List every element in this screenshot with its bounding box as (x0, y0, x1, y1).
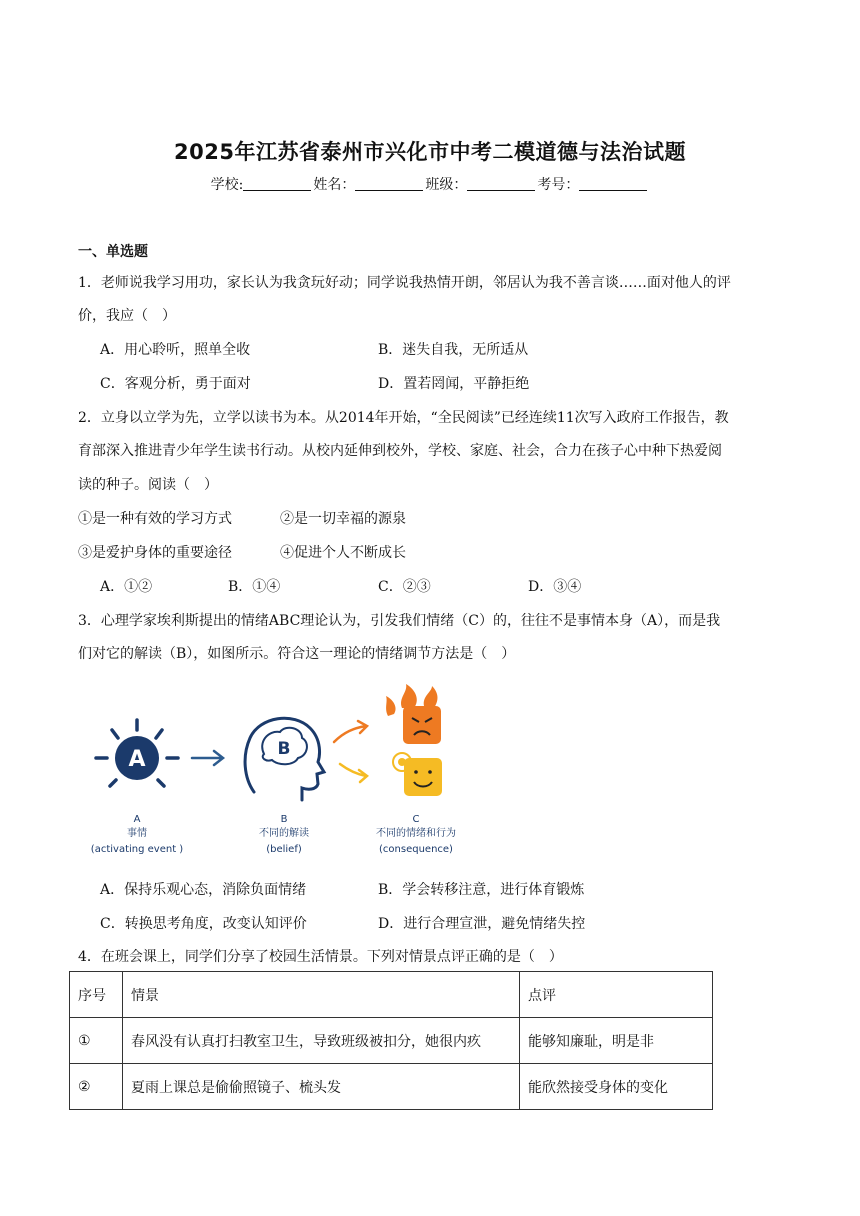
q3-option-b[interactable]: B．学会转移注意，进行体育锻炼 (378, 882, 585, 898)
arrow-a-to-b-icon (192, 751, 223, 765)
q1-stem-line1: 1．老师说我学习用功，家长认为我贪玩好动；同学说我热情开朗，邻居认为我不善言谈……面对他人的评 (78, 275, 731, 291)
exam-title: 2025年江苏省泰州市兴化市中考二模道德与法治试题 (174, 140, 686, 164)
arrow-to-angry-icon (334, 721, 367, 742)
q2-option-a[interactable]: A．①② (100, 579, 153, 595)
a-letter: A (128, 747, 146, 772)
a-caption-title: A (133, 814, 141, 825)
q2-stem-line2: 育部深入推进青少年学生读书行动。从校内延伸到校外，学校、家庭、社会，合力在孩子心中种下热爱阅 (78, 443, 722, 459)
b-caption-cn: 不同的解读 (259, 828, 309, 839)
q2-statement-2: ②是一切幸福的源泉 (280, 511, 406, 527)
b-caption-title: B (280, 814, 288, 825)
q2-statement-4: ④促进个人不断成长 (280, 545, 406, 561)
a-caption-cn: 事情 (127, 828, 147, 839)
row-scenario: 春风没有认真打扫教室卫生，导致班级被扣分，她很内疚 (123, 1018, 520, 1064)
row-scenario: 夏雨上课总是偷偷照镜子、梳头发 (123, 1064, 520, 1110)
row-comment: 能够知廉耻，明是非 (520, 1018, 713, 1064)
table-header-row (70, 972, 713, 1018)
table-row (70, 1018, 713, 1064)
c-caption-cn: 不同的情绪和行为 (376, 828, 456, 839)
b-letter: B (277, 739, 291, 759)
abc-theory-figure (82, 682, 482, 862)
q1-option-a[interactable]: A．用心聆听，照单全收 (100, 342, 251, 358)
c-caption-title: C (412, 814, 420, 825)
section-heading: 一、单选题 (78, 244, 148, 260)
happy-face-icon (393, 753, 442, 796)
q2-statement-3: ③是爱护身体的重要途径 (78, 545, 232, 561)
q2-statement-1: ①是一种有效的学习方式 (78, 511, 232, 527)
q1-option-d[interactable]: D．置若罔闻，平静拒绝 (378, 376, 530, 392)
arrow-to-happy-icon (340, 764, 367, 782)
event-sun-icon (96, 720, 178, 786)
row-index: ② (70, 1064, 123, 1110)
q3-option-a[interactable]: A．保持乐观心态，消除负面情绪 (100, 882, 307, 898)
student-info-line (0, 174, 860, 194)
c-caption-en: (consequence) (379, 844, 453, 855)
header-comment: 点评 (520, 972, 713, 1018)
angry-face-icon (386, 684, 441, 744)
exam-no-label: 考号： (537, 177, 580, 193)
name-label: 姓名： (313, 177, 356, 193)
q3-stem-line2: 们对它的解读（B），如图所示。符合这一理论的情绪调节方法是（ ） (78, 646, 516, 662)
scenario-table (69, 971, 713, 1110)
header-scenario: 情景 (123, 972, 520, 1018)
q3-stem-line1: 3．心理学家埃利斯提出的情绪ABC理论认为，引发我们情绪（C）的，往往不是事情本身（A），而是我 (78, 613, 721, 629)
head-brain-icon (245, 718, 324, 800)
q3-option-c[interactable]: C．转换思考角度，改变认知评价 (100, 916, 307, 932)
q1-option-b[interactable]: B．迷失自我，无所适从 (378, 342, 529, 358)
q3-option-d[interactable]: D．进行合理宣泄，避免情绪失控 (378, 916, 586, 932)
b-caption-en: (belief) (266, 844, 302, 855)
table-row (70, 1064, 713, 1110)
a-caption-en: (activating event ) (90, 844, 184, 855)
q1-stem-line2: 价，我应（ ） (78, 308, 176, 324)
name-blank[interactable] (355, 177, 423, 191)
row-comment: 能欣然接受身体的变化 (520, 1064, 713, 1110)
q2-option-c[interactable]: C．②③ (378, 579, 431, 595)
q2-option-d[interactable]: D．③④ (528, 579, 582, 595)
exam-no-blank[interactable] (579, 177, 647, 191)
q2-option-b[interactable]: B．①④ (228, 579, 281, 595)
q2-stem-line3: 读的种子。阅读（ ） (78, 477, 218, 493)
q4-stem-line1: 4．在班会课上，同学们分享了校园生活情景。下列对情景点评正确的是（ ） (78, 949, 563, 965)
school-blank[interactable] (243, 177, 311, 191)
q1-option-c[interactable]: C．客观分析，勇于面对 (100, 376, 251, 392)
q2-stem-line1: 2．立身以立学为先，立学以读书为本。从2014年开始，“全民阅读”已经连续11次写入政府工作报告，教 (78, 410, 729, 426)
school-label: 学校: (210, 177, 244, 193)
class-blank[interactable] (467, 177, 535, 191)
class-label: 班级： (425, 177, 468, 193)
header-index: 序号 (70, 972, 123, 1018)
row-index: ① (70, 1018, 123, 1064)
